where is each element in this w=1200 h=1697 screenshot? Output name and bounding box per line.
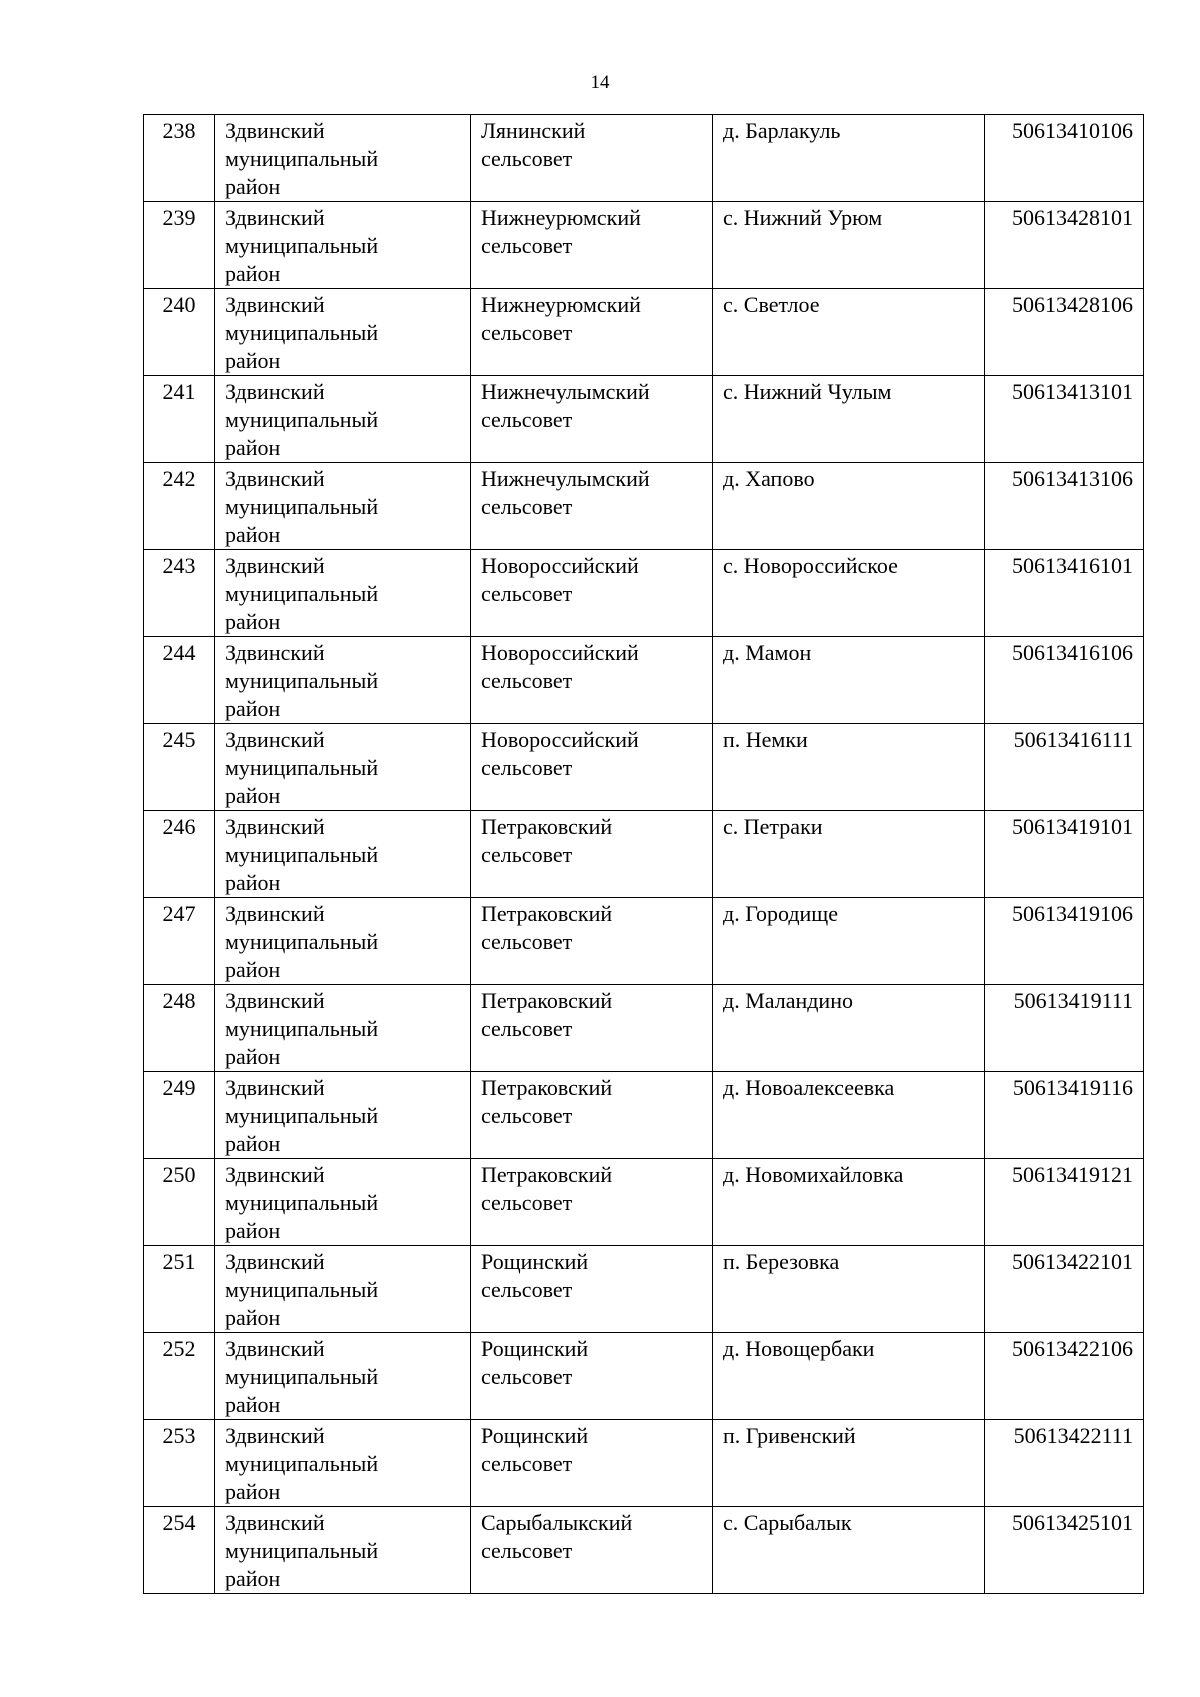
okato-code: 50613428101: [1012, 205, 1133, 230]
okato-code: 50613416111: [1013, 727, 1133, 752]
okato-code: 50613425101: [1012, 1510, 1133, 1535]
okato-code: 50613419111: [1013, 988, 1133, 1013]
district-line: Здвинский: [225, 640, 325, 665]
council-line: сельсовет: [481, 929, 573, 954]
okato-code: 50613422111: [1013, 1423, 1133, 1448]
okato-code: 50613413101: [1012, 379, 1133, 404]
row-number-cell: [144, 1072, 215, 1159]
row-number: 250: [162, 1162, 196, 1187]
council-line: сельсовет: [481, 494, 573, 519]
council-line: сельсовет: [481, 668, 573, 693]
okato-code: 50613416106: [1012, 640, 1133, 665]
code-cell: [985, 1246, 1144, 1333]
settlement-name: с. Сарыбалык: [723, 1510, 852, 1535]
row-number: 238: [162, 118, 196, 143]
settlement-name: с. Нижний Урюм: [723, 205, 883, 230]
district-line: Здвинский: [225, 1162, 325, 1187]
settlement-cell: [713, 202, 985, 289]
council-line: Петраковский: [481, 1075, 613, 1100]
row-number: 253: [162, 1423, 196, 1448]
council-line: сельсовет: [481, 842, 573, 867]
council-cell: [471, 985, 713, 1072]
row-number-cell: [144, 1333, 215, 1420]
settlement-cell: [713, 811, 985, 898]
council-line: Рощинский: [481, 1423, 589, 1448]
row-number-cell: [144, 550, 215, 637]
okato-code: 50613416101: [1012, 553, 1133, 578]
settlement-name: п. Немки: [723, 727, 808, 752]
settlement-name: д. Новоалексеевка: [723, 1075, 895, 1100]
district-cell: [215, 289, 471, 376]
code-cell: [985, 1507, 1144, 1594]
council-cell: [471, 724, 713, 811]
row-number: 241: [162, 379, 196, 404]
settlement-cell: [713, 1507, 985, 1594]
council-line: Петраковский: [481, 901, 613, 926]
district-line: Здвинский: [225, 901, 325, 926]
settlement-name: п. Гривенский: [723, 1423, 856, 1448]
council-cell: [471, 376, 713, 463]
council-line: Новороссийский: [481, 727, 639, 752]
district-line: Здвинский: [225, 292, 325, 317]
settlement-cell: [713, 724, 985, 811]
settlement-cell: [713, 898, 985, 985]
settlement-name: с. Светлое: [723, 292, 820, 317]
row-number-cell: [144, 898, 215, 985]
district-line: район: [225, 870, 281, 895]
council-line: Петраковский: [481, 1162, 613, 1187]
code-cell: [985, 202, 1144, 289]
row-number-cell: [144, 289, 215, 376]
council-line: сельсовет: [481, 1016, 573, 1041]
district-cell: [215, 724, 471, 811]
council-cell: [471, 463, 713, 550]
settlement-name: д. Маландино: [723, 988, 853, 1013]
council-cell: [471, 811, 713, 898]
council-line: сельсовет: [481, 1103, 573, 1128]
okato-code: 50613419106: [1012, 901, 1133, 926]
code-cell: [985, 550, 1144, 637]
settlement-cell: [713, 376, 985, 463]
row-number-cell: [144, 637, 215, 724]
settlement-cell: [713, 1246, 985, 1333]
district-line: Здвинский: [225, 814, 325, 839]
settlement-cell: [713, 1072, 985, 1159]
code-cell: [985, 985, 1144, 1072]
table-row: [144, 463, 1144, 550]
district-line: район: [225, 435, 281, 460]
council-line: сельсовет: [481, 581, 573, 606]
settlement-cell: [713, 550, 985, 637]
okato-code: 50613419116: [1012, 1075, 1133, 1100]
table-row: [144, 985, 1144, 1072]
table-body: [144, 115, 1144, 1594]
council-line: Нижнечулымский: [481, 466, 650, 491]
code-cell: [985, 898, 1144, 985]
district-cell: [215, 811, 471, 898]
district-cell: [215, 1246, 471, 1333]
settlement-name: с. Нижний Чулым: [723, 379, 892, 404]
district-line: Здвинский: [225, 1510, 325, 1535]
okato-code: 50613410106: [1012, 118, 1133, 143]
district-line: муниципальный: [225, 320, 379, 345]
table-row: [144, 115, 1144, 202]
council-cell: [471, 637, 713, 724]
district-line: муниципальный: [225, 1451, 379, 1476]
table-row: [144, 1333, 1144, 1420]
district-line: Здвинский: [225, 553, 325, 578]
code-cell: [985, 115, 1144, 202]
council-line: Нижнеурюмский: [481, 292, 641, 317]
council-line: Петраковский: [481, 814, 613, 839]
district-line: район: [225, 1566, 281, 1591]
district-line: муниципальный: [225, 929, 379, 954]
row-number-cell: [144, 1246, 215, 1333]
district-cell: [215, 898, 471, 985]
code-cell: [985, 1333, 1144, 1420]
district-line: район: [225, 957, 281, 982]
district-line: Здвинский: [225, 988, 325, 1013]
settlement-name: с. Петраки: [723, 814, 823, 839]
council-line: сельсовет: [481, 1277, 573, 1302]
row-number-cell: [144, 985, 215, 1072]
code-cell: [985, 1420, 1144, 1507]
district-line: Здвинский: [225, 118, 325, 143]
district-cell: [215, 463, 471, 550]
code-cell: [985, 811, 1144, 898]
district-line: район: [225, 783, 281, 808]
district-line: район: [225, 348, 281, 373]
district-cell: [215, 1420, 471, 1507]
district-line: муниципальный: [225, 233, 379, 258]
district-line: Здвинский: [225, 1336, 325, 1361]
settlement-name: д. Хапово: [723, 466, 815, 491]
okato-code: 50613413106: [1012, 466, 1133, 491]
settlement-name: д. Новомихайловка: [723, 1162, 904, 1187]
okato-code: 50613422106: [1012, 1336, 1133, 1361]
table-row: [144, 1507, 1144, 1594]
okato-code: 50613419101: [1012, 814, 1133, 839]
row-number-cell: [144, 202, 215, 289]
council-line: сельсовет: [481, 233, 573, 258]
table-row: [144, 550, 1144, 637]
table-row: [144, 1159, 1144, 1246]
district-line: район: [225, 261, 281, 286]
code-cell: [985, 1072, 1144, 1159]
council-cell: [471, 1507, 713, 1594]
district-line: Здвинский: [225, 466, 325, 491]
code-cell: [985, 463, 1144, 550]
council-cell: [471, 1072, 713, 1159]
row-number-cell: [144, 1507, 215, 1594]
settlement-name: п. Березовка: [723, 1249, 840, 1274]
council-line: Петраковский: [481, 988, 613, 1013]
district-cell: [215, 376, 471, 463]
code-cell: [985, 724, 1144, 811]
settlement-name: д. Новощербаки: [723, 1336, 875, 1361]
council-cell: [471, 898, 713, 985]
council-line: сельсовет: [481, 1451, 573, 1476]
district-line: Здвинский: [225, 379, 325, 404]
council-line: Нижнеурюмский: [481, 205, 641, 230]
council-line: Рощинский: [481, 1336, 589, 1361]
district-cell: [215, 550, 471, 637]
district-line: район: [225, 1044, 281, 1069]
council-cell: [471, 115, 713, 202]
district-line: муниципальный: [225, 1190, 379, 1215]
council-line: сельсовет: [481, 1190, 573, 1215]
row-number: 247: [162, 901, 196, 926]
settlement-cell: [713, 637, 985, 724]
row-number: 243: [162, 553, 196, 578]
row-number-cell: [144, 376, 215, 463]
table-row: [144, 376, 1144, 463]
council-cell: [471, 1159, 713, 1246]
okato-code: 50613428106: [1012, 292, 1133, 317]
code-cell: [985, 376, 1144, 463]
council-line: сельсовет: [481, 755, 573, 780]
row-number: 248: [162, 988, 196, 1013]
district-line: район: [225, 1392, 281, 1417]
district-line: муниципальный: [225, 755, 379, 780]
district-line: муниципальный: [225, 494, 379, 519]
council-line: Лянинский: [481, 118, 586, 143]
settlements-table: [143, 114, 1144, 1594]
table-row: [144, 1420, 1144, 1507]
council-cell: [471, 1246, 713, 1333]
settlement-cell: [713, 1159, 985, 1246]
row-number: 239: [162, 205, 196, 230]
district-line: Здвинский: [225, 727, 325, 752]
district-line: муниципальный: [225, 407, 379, 432]
row-number-cell: [144, 1420, 215, 1507]
council-cell: [471, 550, 713, 637]
row-number: 245: [162, 727, 196, 752]
okato-code: 50613422101: [1012, 1249, 1133, 1274]
row-number: 252: [162, 1336, 196, 1361]
district-cell: [215, 637, 471, 724]
settlement-cell: [713, 463, 985, 550]
district-line: муниципальный: [225, 1016, 379, 1041]
settlement-cell: [713, 1420, 985, 1507]
district-cell: [215, 1072, 471, 1159]
code-cell: [985, 1159, 1144, 1246]
row-number: 249: [162, 1075, 196, 1100]
district-line: район: [225, 522, 281, 547]
district-cell: [215, 1333, 471, 1420]
district-cell: [215, 1159, 471, 1246]
row-number: 246: [162, 814, 196, 839]
district-line: муниципальный: [225, 842, 379, 867]
row-number: 244: [162, 640, 196, 665]
code-cell: [985, 289, 1144, 376]
district-line: район: [225, 609, 281, 634]
table-row: [144, 202, 1144, 289]
settlement-name: д. Барлакуль: [723, 118, 841, 143]
council-cell: [471, 289, 713, 376]
council-line: сельсовет: [481, 320, 573, 345]
council-line: Нижнечулымский: [481, 379, 650, 404]
council-line: сельсовет: [481, 146, 573, 171]
district-line: муниципальный: [225, 1103, 379, 1128]
council-line: Новороссийский: [481, 553, 639, 578]
council-line: Новороссийский: [481, 640, 639, 665]
council-cell: [471, 202, 713, 289]
row-number: 254: [162, 1510, 196, 1535]
settlement-cell: [713, 289, 985, 376]
settlement-cell: [713, 115, 985, 202]
district-line: муниципальный: [225, 668, 379, 693]
district-line: район: [225, 696, 281, 721]
settlement-name: д. Городище: [723, 901, 839, 926]
council-line: Рощинский: [481, 1249, 589, 1274]
district-cell: [215, 202, 471, 289]
settlement-cell: [713, 1333, 985, 1420]
row-number: 251: [162, 1249, 196, 1274]
district-line: муниципальный: [225, 1364, 379, 1389]
district-line: район: [225, 1479, 281, 1504]
row-number: 242: [162, 466, 196, 491]
district-line: район: [225, 174, 281, 199]
district-line: Здвинский: [225, 1423, 325, 1448]
council-line: сельсовет: [481, 1538, 573, 1563]
district-cell: [215, 985, 471, 1072]
row-number: 240: [162, 292, 196, 317]
table-row: [144, 637, 1144, 724]
district-cell: [215, 115, 471, 202]
settlement-name: д. Мамон: [723, 640, 812, 665]
council-cell: [471, 1420, 713, 1507]
district-line: муниципальный: [225, 581, 379, 606]
table-row: [144, 724, 1144, 811]
district-line: район: [225, 1218, 281, 1243]
table-row: [144, 811, 1144, 898]
district-line: район: [225, 1131, 281, 1156]
district-line: муниципальный: [225, 1538, 379, 1563]
settlement-name: с. Новороссийское: [723, 553, 898, 578]
table-row: [144, 1246, 1144, 1333]
table-row: [144, 898, 1144, 985]
settlement-cell: [713, 985, 985, 1072]
table-row: [144, 1072, 1144, 1159]
table-row: [144, 289, 1144, 376]
district-line: Здвинский: [225, 1075, 325, 1100]
row-number-cell: [144, 724, 215, 811]
council-line: Сарыбалыкский: [481, 1510, 633, 1535]
district-line: район: [225, 1305, 281, 1330]
district-line: муниципальный: [225, 146, 379, 171]
council-line: сельсовет: [481, 407, 573, 432]
council-line: сельсовет: [481, 1364, 573, 1389]
code-cell: [985, 637, 1144, 724]
district-line: Здвинский: [225, 205, 325, 230]
row-number-cell: [144, 463, 215, 550]
council-cell: [471, 1333, 713, 1420]
okato-code: 50613419121: [1012, 1162, 1133, 1187]
district-line: муниципальный: [225, 1277, 379, 1302]
district-cell: [215, 1507, 471, 1594]
district-line: Здвинский: [225, 1249, 325, 1274]
row-number-cell: [144, 115, 215, 202]
page-number: 14: [590, 72, 610, 93]
row-number-cell: [144, 1159, 215, 1246]
row-number-cell: [144, 811, 215, 898]
